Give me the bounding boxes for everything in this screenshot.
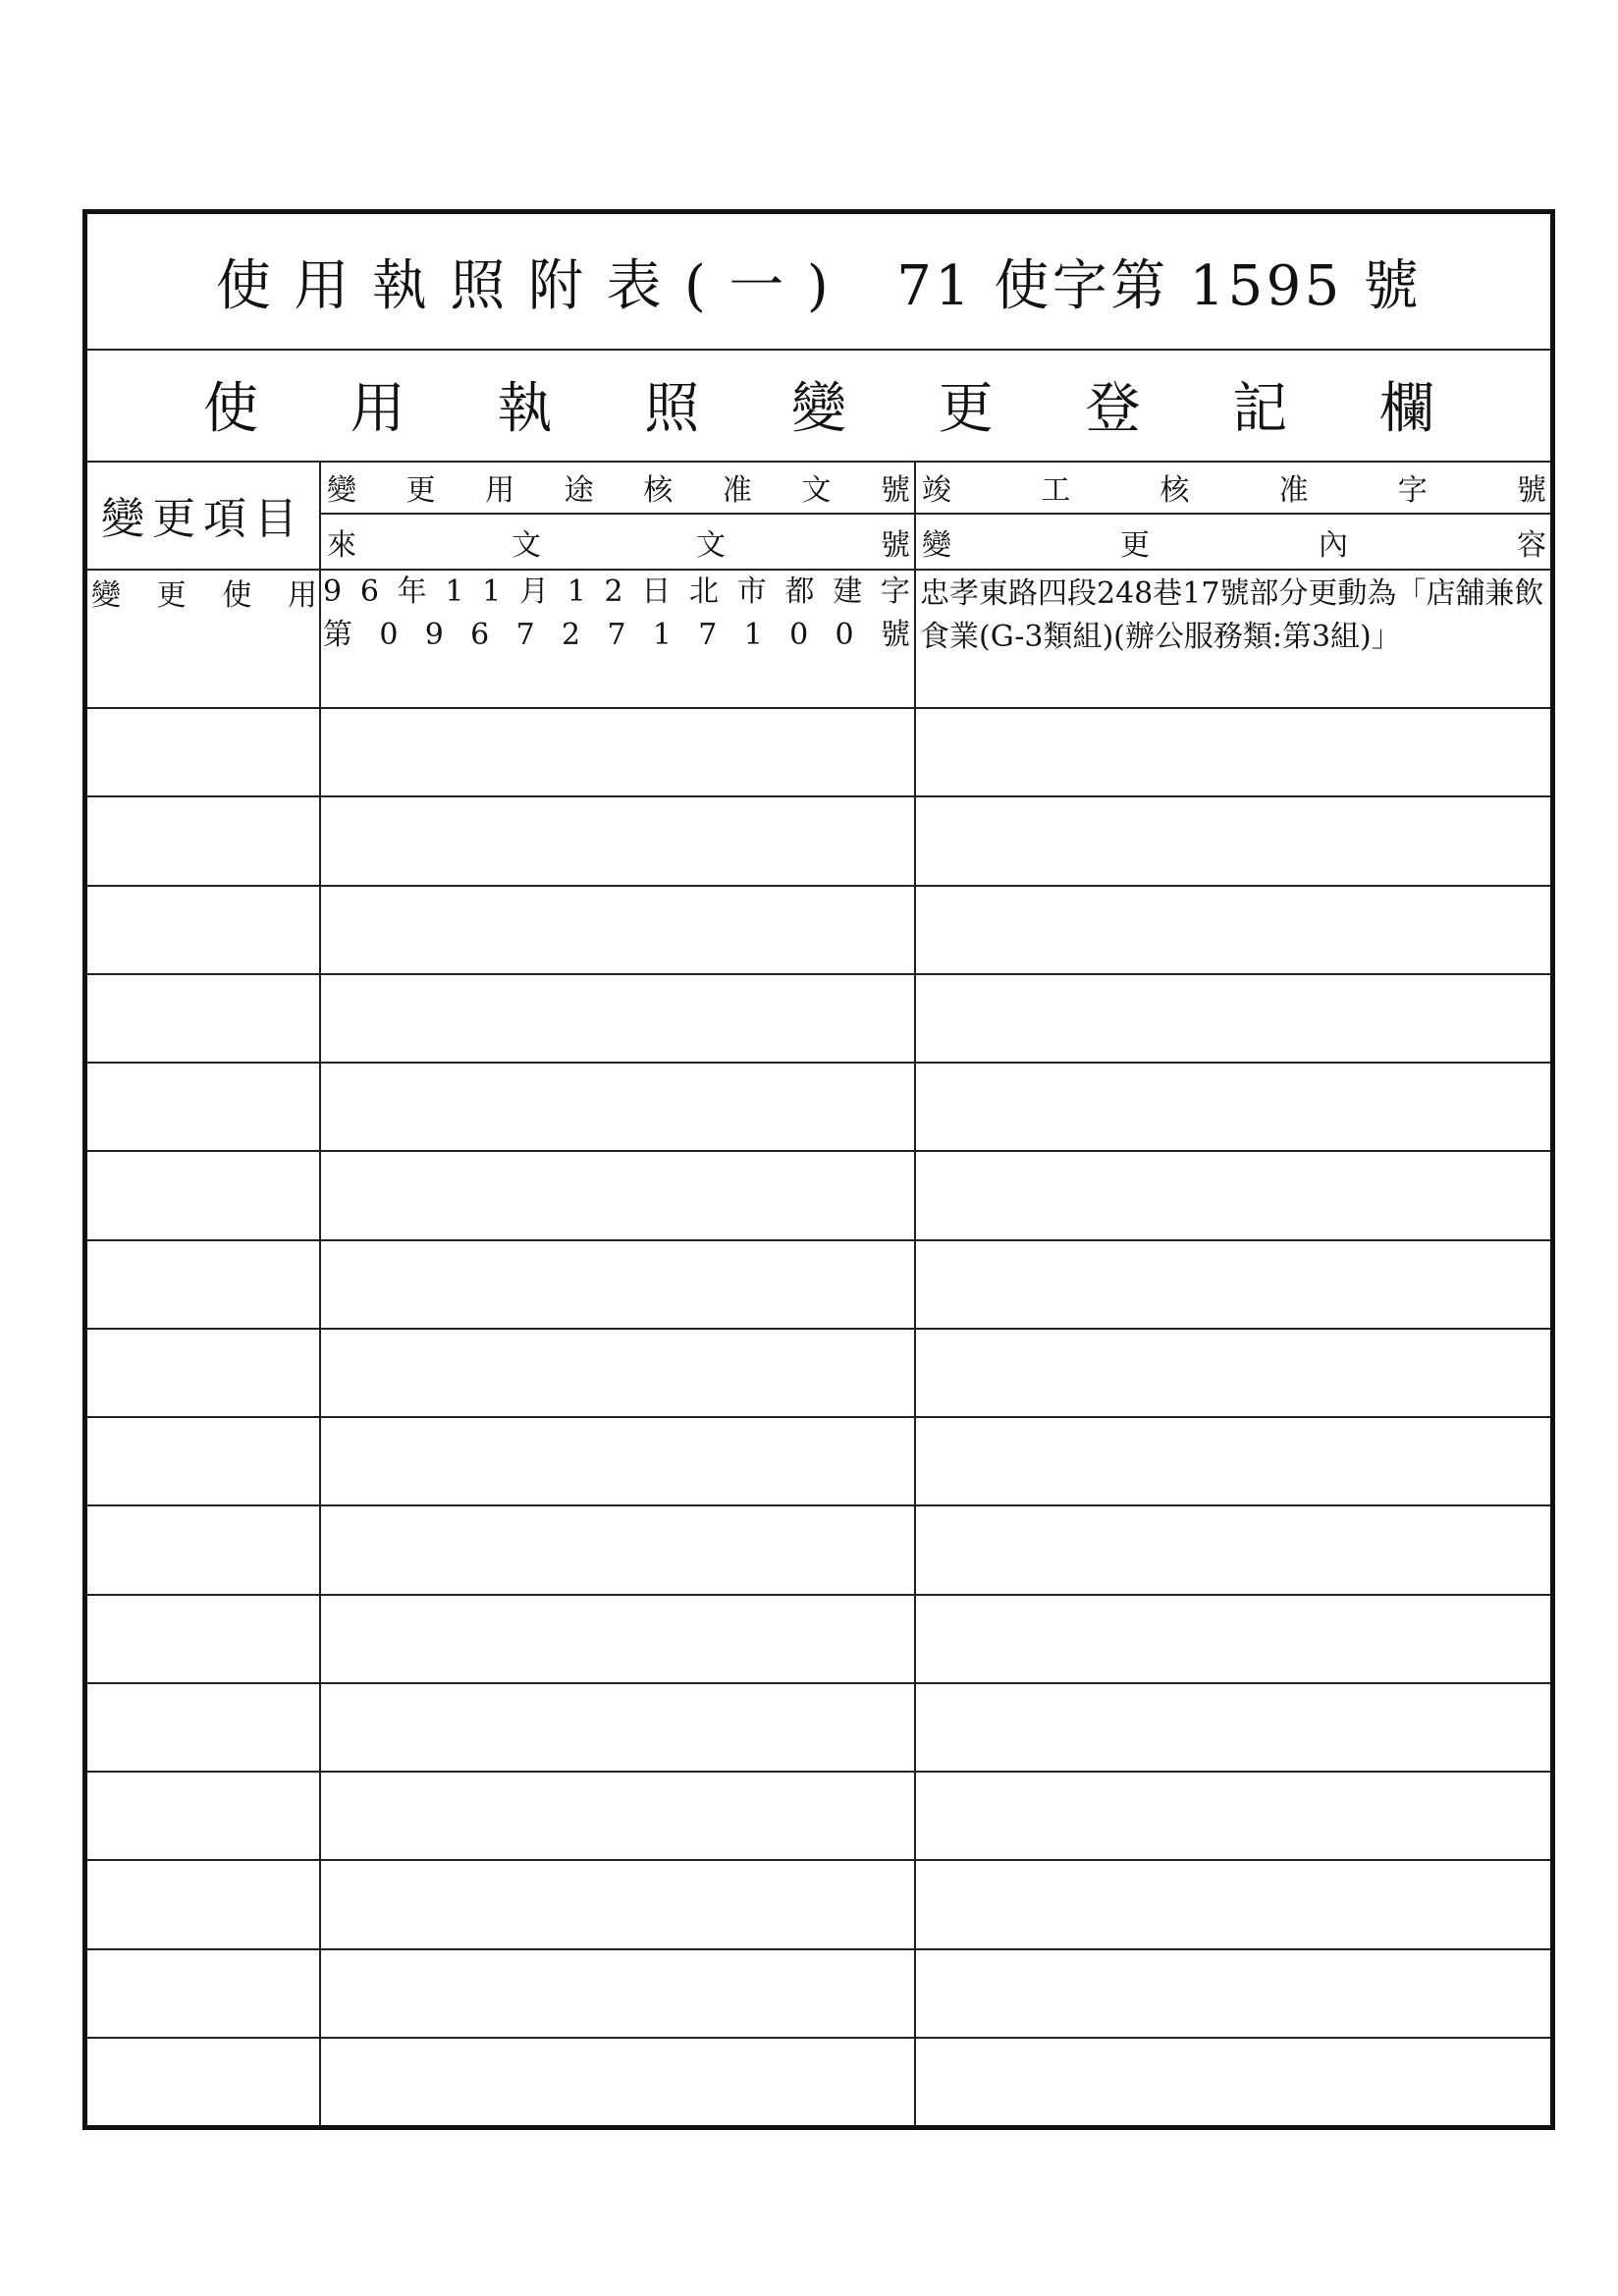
entry-doc-no: [323, 571, 910, 669]
spread-char: 月: [518, 574, 549, 609]
blank-row-divider: [87, 1594, 1550, 1596]
spread-char: 號: [881, 527, 910, 563]
entry-doc-line-1: [323, 571, 910, 614]
spread-char: 更: [1120, 527, 1150, 563]
spread-char: 都: [784, 574, 815, 609]
spread-char: 來: [327, 527, 356, 563]
spread-char: 用: [287, 578, 317, 613]
spread-char: 第: [323, 618, 352, 652]
spread-char: 6: [359, 574, 379, 609]
spread-char: 字: [1397, 472, 1428, 508]
spread-char: 9: [323, 574, 343, 609]
blank-row-divider: [87, 1771, 1550, 1773]
spread-char: 內: [1319, 527, 1348, 563]
spread-char: 1: [482, 574, 502, 609]
spread-char: 使: [222, 578, 252, 613]
entry-item-text: [91, 574, 317, 618]
entry-item: [91, 574, 317, 614]
blank-row-divider: [87, 1239, 1550, 1241]
blank-row-divider: [87, 1062, 1550, 1064]
spread-char: 竣: [922, 472, 951, 508]
spread-char: 0: [789, 618, 809, 652]
spread-char: 1: [743, 618, 763, 652]
spread-char: 0: [379, 618, 399, 652]
blank-row-divider: [87, 1416, 1550, 1418]
form-title-row: [87, 214, 1550, 351]
spread-char: 字: [880, 574, 910, 609]
register-grid: [87, 461, 1550, 2125]
spread-char: 用: [485, 472, 515, 508]
spread-char: 文: [512, 527, 541, 563]
spread-char: 更: [156, 578, 187, 613]
spread-char: 建: [833, 574, 863, 609]
blank-row-divider: [87, 1682, 1550, 1684]
spread-char: 6: [470, 618, 490, 652]
row-divider: [87, 707, 1550, 709]
spread-char: 9: [424, 618, 444, 652]
spread-char: 變: [91, 578, 121, 613]
form-subtitle: [203, 349, 1434, 461]
entry-doc-line-2: [323, 614, 910, 657]
header-approval-doc-no: [321, 461, 914, 513]
spread-char: 日: [641, 574, 672, 609]
spread-char: 文: [696, 527, 726, 563]
blank-row-divider: [87, 1859, 1550, 1861]
spread-char: 核: [643, 472, 674, 508]
permit-number: 71 使字第 1595 號: [896, 253, 1423, 318]
spread-char: 照: [644, 377, 700, 441]
spread-char: 容: [1517, 527, 1546, 563]
spread-char: 變: [327, 472, 356, 508]
spread-char: 核: [1160, 472, 1190, 508]
spread-char: 途: [564, 472, 594, 508]
spread-char: 7: [698, 618, 718, 652]
column-divider: [319, 461, 321, 2125]
blank-row-divider: [87, 1504, 1550, 1506]
spread-char: 0: [835, 618, 854, 652]
spread-char: 7: [515, 618, 535, 652]
blank-row-divider: [87, 2037, 1550, 2039]
spread-char: 號: [880, 472, 910, 508]
column-divider: [914, 461, 916, 2125]
header-change-content: [916, 515, 1550, 569]
blank-row-divider: [87, 795, 1550, 797]
spread-char: 執: [497, 377, 553, 441]
spread-char: 工: [1041, 472, 1071, 508]
spread-char: 北: [689, 574, 720, 609]
usage-permit-change-form: [82, 209, 1555, 2130]
spread-char: 登: [1085, 377, 1141, 441]
spread-char: 更: [405, 472, 436, 508]
blank-row-divider: [87, 885, 1550, 887]
header-completion-no: [916, 461, 1550, 513]
header-change-item: 變更項目: [101, 494, 305, 544]
spread-char: 1: [566, 574, 586, 609]
spread-char: 變: [791, 377, 846, 441]
spread-char: 記: [1232, 377, 1288, 441]
spread-char: 年: [397, 574, 427, 609]
spread-char: 2: [604, 574, 623, 609]
spread-char: 市: [736, 574, 767, 609]
spread-char: 准: [722, 472, 752, 508]
header-incoming-doc-no: [321, 515, 914, 569]
form-subtitle-row: [87, 349, 1550, 463]
spread-char: 1: [445, 574, 464, 609]
spread-char: 7: [607, 618, 626, 652]
blank-row-divider: [87, 973, 1550, 975]
entry-content: 忠孝東路四段248巷17號部分更動為「店舖兼飲食業(G-3類組)(辦公服務類:第3組)」: [920, 576, 1544, 654]
spread-char: 號: [880, 618, 910, 652]
spread-char: 准: [1278, 472, 1309, 508]
spread-char: 變: [922, 527, 951, 563]
spread-char: 用: [350, 377, 405, 441]
spread-char: 2: [562, 618, 581, 652]
spread-char: 使: [203, 377, 258, 441]
blank-row-divider: [87, 1150, 1550, 1152]
spread-char: 文: [801, 472, 832, 508]
spread-char: 1: [652, 618, 672, 652]
form-title: 使用執照附表(一): [215, 253, 852, 318]
blank-row-divider: [87, 1328, 1550, 1330]
spread-char: 號: [1516, 472, 1546, 508]
spread-char: 更: [938, 377, 994, 441]
blank-row-divider: [87, 1948, 1550, 1950]
spread-char: 欄: [1379, 377, 1434, 441]
